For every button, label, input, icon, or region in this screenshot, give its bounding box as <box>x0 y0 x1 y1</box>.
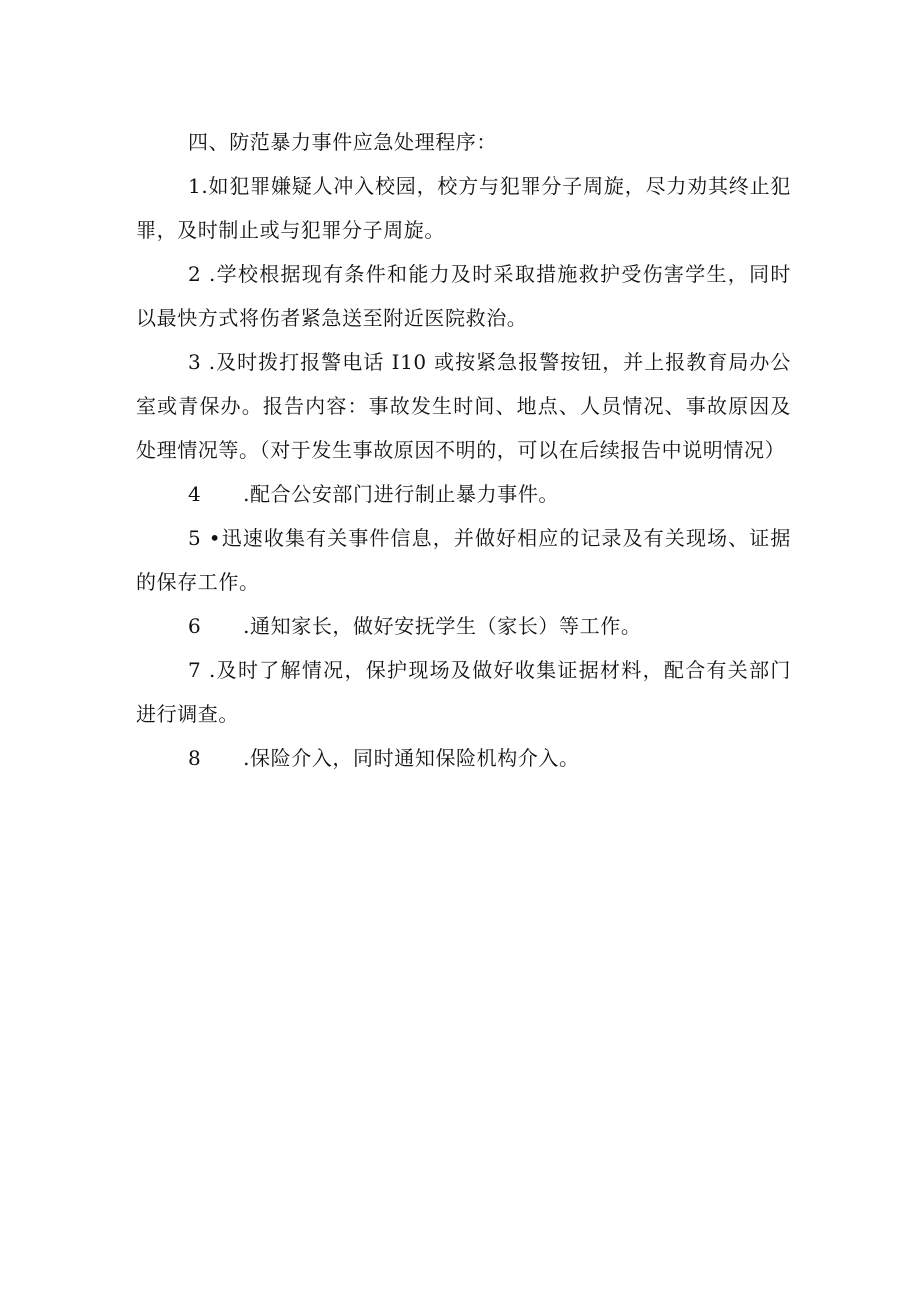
list-item <box>136 736 791 780</box>
list-item <box>136 340 791 472</box>
item-number: 5 <box>188 526 202 550</box>
item-separator: . <box>201 482 251 506</box>
item-separator: . <box>201 746 251 770</box>
item-separator: • <box>201 526 222 550</box>
item-text: 迅速收集有关事件信息，并做好相应的记录及有关现场、证据的保存工作。 <box>136 526 791 594</box>
item-number: 2 <box>188 262 202 286</box>
list-item <box>136 516 791 604</box>
item-text: 及时拨打报警电话 I10 或按紧急报警按钮，并上报教育局办公室或青保办。报告内容：事故发生时间、地点、人员情况、事故原因及处理情况等。（对于发生事故原因不明的，可以在后续报告中说明情况） <box>136 350 791 462</box>
item-number: 7 <box>188 658 202 682</box>
item-separator: . <box>201 174 209 198</box>
list-item <box>136 164 791 252</box>
list-item <box>136 472 791 516</box>
item-text: 保险介入，同时通知保险机构介入。 <box>250 746 580 770</box>
item-text: 如犯罪嫌疑人冲入校园，校方与犯罪分子周旋，尽力劝其终止犯罪，及时制止或与犯罪分子周旋。 <box>136 174 791 242</box>
item-text: 学校根据现有条件和能力及时采取措施救护受伤害学生，同时以最快方式将伤者紧急送至附近医院救治。 <box>136 262 792 330</box>
list-item <box>136 648 791 736</box>
item-text: 配合公安部门进行制止暴力事件。 <box>250 482 560 506</box>
list-item <box>136 252 791 340</box>
list-item <box>136 604 791 648</box>
item-separator: . <box>201 262 216 286</box>
item-text: 及时了解情况，保护现场及做好收集证据材料，配合有关部门进行调查。 <box>136 658 792 726</box>
document-body <box>136 120 791 780</box>
item-number: 4 <box>188 482 202 506</box>
item-separator: . <box>201 614 251 638</box>
item-number: 1 <box>188 174 202 198</box>
item-separator: . <box>201 658 216 682</box>
item-text: 通知家长，做好安抚学生（家长）等工作。 <box>250 614 642 638</box>
section-heading: 四、防范暴力事件应急处理程序： <box>188 130 497 154</box>
item-number: 3 <box>188 350 202 374</box>
item-number: 8 <box>188 746 202 770</box>
item-number: 6 <box>188 614 202 638</box>
item-separator: . <box>201 350 216 374</box>
